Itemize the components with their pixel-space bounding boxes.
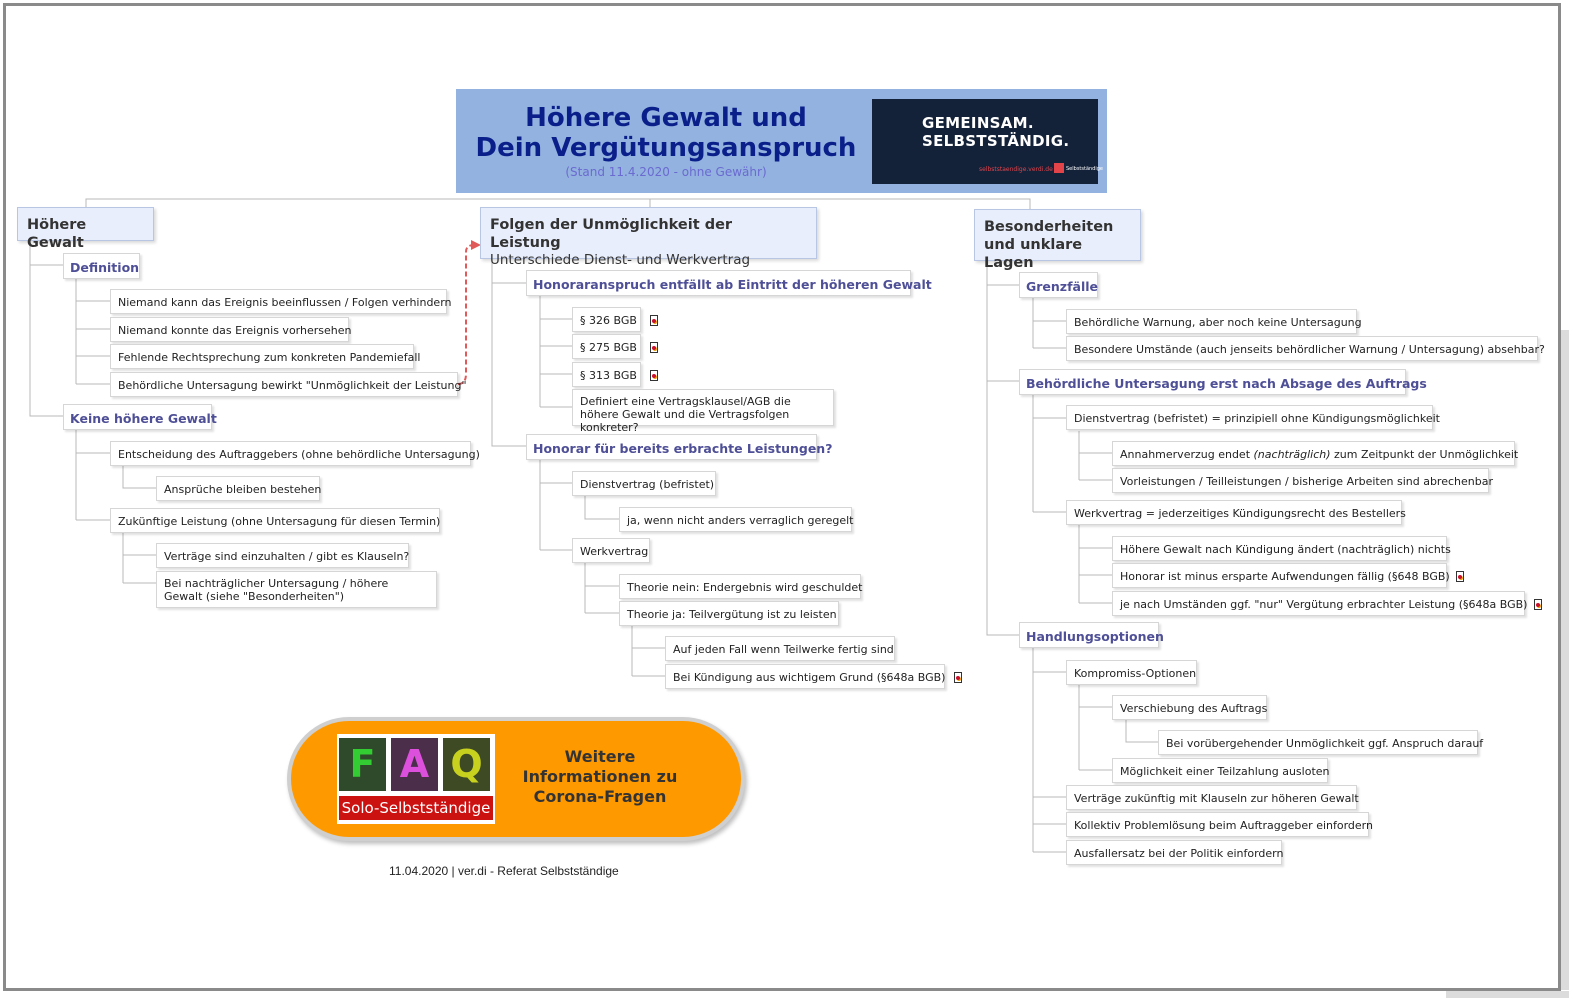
faq-line: Informationen zu [522,767,678,786]
faq-link-topic[interactable] [287,717,745,841]
logo-line-2: SELBSTSTÄNDIG. [922,132,1070,150]
attachment-icon[interactable] [954,672,962,683]
topic-zukuenftige-leistung[interactable]: Zukünftige Leistung (ohne Untersagung für diesen Termin) [110,508,440,533]
topic-bgb-313[interactable]: § 313 BGB [572,362,641,387]
branch-subtitle: Unterschiede Dienst- und Werkvertrag [490,252,751,268]
footer-text: 11.04.2020 | ver.di - Referat Selbstständige [389,864,619,878]
branch-title-line-2: und unklare Lagen [984,237,1083,271]
topic-definition-item[interactable]: Behördliche Untersagung bewirkt "Unmöglichkeit der Leistung" [110,372,458,397]
topic-definition[interactable]: Definition [63,253,140,279]
topic-kompromiss-optionen[interactable]: Kompromiss-Optionen [1066,660,1197,685]
title-line-1: Höhere Gewalt und [525,103,807,133]
topic-bgb-326[interactable]: § 326 BGB [572,307,641,332]
topic-dienstvertrag-ja[interactable]: ja, wenn nicht anders verraglich geregelt [619,507,852,532]
verdi-mark-icon [1054,163,1064,173]
topic-definition-item[interactable]: Niemand kann das Ereignis beeinflussen / Folgen verhindern [110,289,447,314]
logo-small-text: Selbstständige [1066,166,1103,172]
branch-hoehere-gewalt[interactable] [17,207,154,251]
topic-keine-hoehere-gewalt[interactable]: Keine höhere Gewalt [63,404,212,430]
topic-grenzfall-item[interactable]: Besondere Umstände (auch jenseits behördlicher Warnung / Untersagung) absehbar? [1066,336,1538,361]
faq-banner: Solo-Selbstständige [339,796,493,820]
faq-tile-q: Q [443,738,490,791]
topic-entscheidung[interactable]: Entscheidung des Auftraggebers (ohne behördliche Untersagung) [110,441,471,466]
title-line-2: Dein Vergütungsanspruch [475,133,857,163]
attachment-icon[interactable] [1534,599,1542,610]
topic-dienstvertrag[interactable]: Dienstvertrag (befristet) [572,471,716,496]
central-topic[interactable] [456,89,1107,193]
topic-definition-item[interactable]: Niemand konnte das Ereignis vorhersehen [110,317,349,342]
topic-werk-item[interactable]: je nach Umständen ggf. "nur" Vergütung erbrachter Leistung (§648a BGB) [1112,591,1525,616]
topic-handlung-item[interactable]: Ausfallersatz bei der Politik einfordern [1066,840,1282,865]
annahme-text: zum Zeitpunkt der Unmöglichkeit [1330,448,1519,461]
topic-kuendigung-wichtiger-grund[interactable]: Bei Kündigung aus wichtigem Grund (§648a BGB) [665,664,945,689]
faq-image [337,734,495,824]
topic-werkvertrag[interactable]: Werkvertrag [572,538,650,563]
central-topic-subtitle: (Stand 11.4.2020 - ohne Gewähr) [565,165,767,179]
topic-theorie-ja[interactable]: Theorie ja: Teilvergütung ist zu leisten [619,601,839,626]
logo-url: selbststaendige.verdi.de [979,166,1053,173]
faq-tile-f: F [339,738,386,791]
topic-grenzfall-item[interactable]: Behördliche Warnung, aber noch keine Untersagung [1066,309,1357,334]
topic-untersagung-nach-absage[interactable]: Behördliche Untersagung erst nach Absage des Auftrags [1019,369,1406,395]
annahme-text: Annahmerverzug endet [1120,448,1254,461]
branch-folgen[interactable] [480,207,817,268]
faq-line: Corona-Fragen [533,787,667,806]
branch-title-line-1: Besonderheiten [984,219,1114,235]
attachment-icon[interactable] [650,342,658,353]
topic-bgb-275[interactable]: § 275 BGB [572,334,641,359]
topic-teilwerke-fertig[interactable]: Auf jeden Fall wenn Teilwerke fertig sind [665,636,895,661]
topic-werk-item[interactable]: Honorar ist minus ersparte Aufwendungen fällig (§648 BGB) [1112,563,1447,588]
attachment-icon[interactable] [1456,571,1464,582]
topic-definition-item[interactable]: Fehlende Rechtsprechung zum konkreten Pandemiefall [110,344,414,369]
topic-verschiebung[interactable]: Verschiebung des Auftrags [1112,695,1267,720]
topic-handlungsoptionen[interactable]: Handlungsoptionen [1019,622,1159,648]
topic-theorie-nein[interactable]: Theorie nein: Endergebnis wird geschuldet [619,574,861,599]
topic-werk-item[interactable]: Höhere Gewalt nach Kündigung ändert (nachträglich) nichts [1112,536,1447,561]
topic-vertragsklausel[interactable]: Definiert eine Vertragsklausel/AGB die höhere Gewalt und die Vertragsfolgen konkreter? [572,389,834,426]
topic-dienstvertrag-befristet[interactable]: Dienstvertrag (befristet) = prinzipiell ohne Kündigungsmöglichkeit [1066,405,1433,430]
topic-vorleistungen[interactable]: Vorleistungen / Teilleistungen / bisherige Arbeiten sind abrechenbar [1112,468,1489,493]
relationship-arrow [458,245,474,384]
topic-handlung-item[interactable]: Kollektiv Problemlösung beim Auftraggeber einfordern [1066,812,1369,837]
faq-text [505,747,695,807]
logo-line-1: GEMEINSAM. [922,114,1034,132]
topic-ansprueche[interactable]: Ansprüche bleiben bestehen [156,476,320,501]
annahme-emphasis: (nachträglich) [1253,448,1331,461]
topic-honorar-erbrachte-leistungen[interactable]: Honorar für bereits erbrachte Leistungen? [526,434,817,460]
faq-tile-a: A [391,738,438,791]
topic-vertraege[interactable]: Verträge sind einzuhalten / gibt es Klauseln? [156,543,409,568]
attachment-icon[interactable] [650,370,658,381]
attachment-icon[interactable] [650,315,658,326]
topic-werkvertrag-kuendigungsrecht[interactable]: Werkvertrag = jederzeitiges Kündigungsrecht des Bestellers [1066,500,1402,525]
branch-besonderheiten[interactable] [974,209,1141,271]
topic-annahmeverzug[interactable] [1112,441,1519,466]
branch-title: Höhere Gewalt [27,217,87,251]
topic-handlung-item[interactable]: Verträge zukünftig mit Klauseln zur höheren Gewalt [1066,785,1357,810]
topic-honoraranspruch[interactable]: Honoraranspruch entfällt ab Eintritt der höheren Gewalt [526,270,911,296]
branch-title: Folgen der Unmöglichkeit der Leistung [490,217,733,251]
topic-grenzfaelle[interactable]: Grenzfälle [1019,272,1098,298]
topic-nachtraegliche-untersagung[interactable]: Bei nachträglicher Untersagung / höhere Gewalt (siehe "Besonderheiten") [156,571,437,608]
central-topic-title [456,103,876,163]
faq-line: Weitere [564,747,636,766]
topic-teilzahlung[interactable]: Möglichkeit einer Teilzahlung ausloten [1112,758,1328,783]
topic-voruebergehende-unmoeglichkeit[interactable]: Bei vorübergehender Unmöglichkeit ggf. Anspruch darauf [1158,730,1478,755]
verdi-logo [872,99,1103,184]
